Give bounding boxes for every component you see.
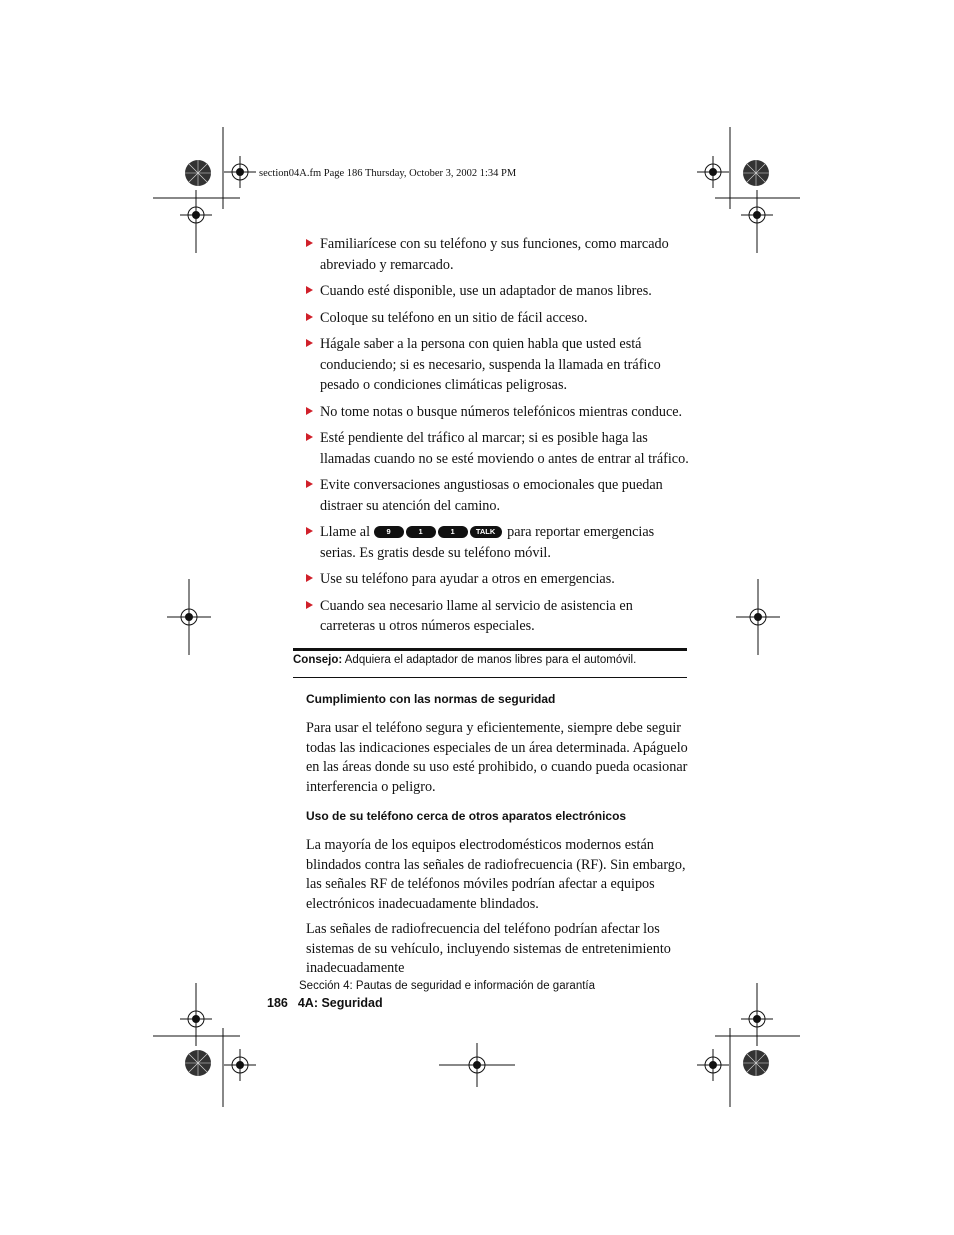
red-triangle-bullet-icon <box>306 480 313 488</box>
section-heading: Uso de su teléfono cerca de otros aparatos electrónicos <box>306 809 627 823</box>
red-triangle-bullet-icon <box>306 339 313 347</box>
red-triangle-bullet-icon <box>306 313 313 321</box>
section-heading: Cumplimiento con las normas de seguridad <box>306 692 556 706</box>
key-talk-icon: TALK <box>470 526 502 538</box>
footer-page-line <box>267 996 393 1010</box>
list-item: No tome notas o busque números telefónicos mientras conduce. <box>305 402 690 423</box>
red-triangle-bullet-icon <box>306 286 313 294</box>
red-triangle-bullet-icon <box>306 527 313 535</box>
section-paragraph: Las señales de radiofrecuencia del teléfono podrían afectar los sistemas de su vehículo, incluyendo sistemas de entretenimiento inadecuadamente <box>306 921 671 977</box>
tip-bottom-rule <box>293 677 687 678</box>
list-item: Evite conversaciones angustiosas o emocionales que puedan distraer su atención del camino. <box>305 475 690 516</box>
list-item: Hágale saber a la persona con quien habla que usted está conduciendo; si es necesario, suspenda la llamada en tráfico pesado o condiciones climáticas peligrosas. <box>305 334 690 396</box>
key-1-icon: 1 <box>406 526 436 538</box>
red-triangle-bullet-icon <box>306 407 313 415</box>
file-info-header: section04A.fm Page 186 Thursday, October 3, 2002 1:34 PM <box>259 168 517 179</box>
red-triangle-bullet-icon <box>306 601 313 609</box>
safety-tips-list <box>305 234 690 643</box>
chapter-title: 4A: Seguridad <box>297 996 383 1010</box>
section-paragraph: La mayoría de los equipos electrodomésticos modernos están blindados contra las señales de radiofrecuencia (RF). Sin embargo, las señales RF de teléfonos móviles podrían afectar a equipos electrónicos inadecuadamente blindados. <box>306 837 686 913</box>
footer-section-title: Sección 4: Pautas de seguridad e información de garantía <box>299 980 595 992</box>
red-triangle-bullet-icon <box>306 433 313 441</box>
key-1-icon: 1 <box>438 526 468 538</box>
key-9-icon: 9 <box>374 526 404 538</box>
list-item: Familiarícese con su teléfono y sus funciones, como marcado abreviado y remarcado. <box>305 234 690 275</box>
section-paragraph: Para usar el teléfono segura y eficientemente, siempre debe seguir todas las indicaciones especiales de un área determinada. Apáguelo en las áreas donde su uso esté prohibido, o cuando pueda ocasionar interferencia o peligro. <box>306 720 688 796</box>
tip-box <box>293 654 636 666</box>
tip-top-rule <box>293 648 687 651</box>
list-item: Cuando esté disponible, use un adaptador de manos libres. <box>305 281 690 302</box>
list-item: Esté pendiente del tráfico al marcar; si es posible haga las llamadas cuando no se esté moviendo o antes de entrar al tráfico. <box>305 428 690 469</box>
tip-label: Consejo: <box>293 654 343 666</box>
list-item: Use su teléfono para ayudar a otros en emergencias. <box>305 569 690 590</box>
red-triangle-bullet-icon <box>306 574 313 582</box>
page-number: 186 <box>267 996 288 1010</box>
list-item-call-911: Llame al 9 1 1 TALK para reportar emergencias serias. Es gratis desde su teléfono móvil. <box>305 522 690 563</box>
red-triangle-bullet-icon <box>306 239 313 247</box>
list-item: Cuando sea necesario llame al servicio de asistencia en carreteras u otros números especiales. <box>305 596 690 637</box>
tip-text: Adquiera el adaptador de manos libres para el automóvil. <box>344 654 637 666</box>
list-item: Coloque su teléfono en un sitio de fácil acceso. <box>305 308 690 329</box>
